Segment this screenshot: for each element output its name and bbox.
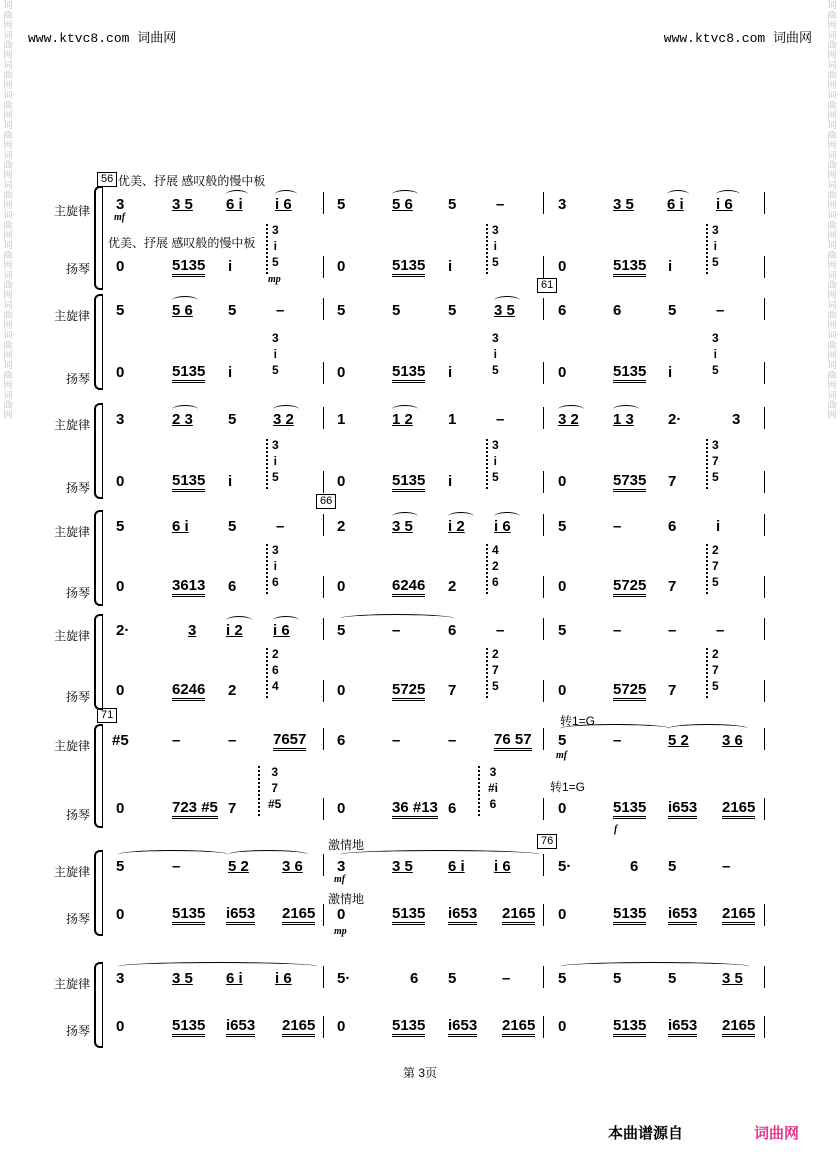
barline: [323, 966, 324, 988]
rest-dash: –: [496, 622, 505, 639]
part-label-yangqin: 扬琴: [66, 262, 91, 276]
note-group: 5135: [172, 1018, 205, 1037]
note: 5: [116, 518, 125, 535]
note: i: [448, 473, 453, 490]
note: 3: [188, 622, 197, 639]
barline: [323, 514, 324, 536]
note: 5: [558, 970, 567, 987]
expression-text: 激情地: [328, 838, 365, 852]
note: 6: [613, 302, 622, 319]
expression-text-yangqin: 激情地: [328, 892, 365, 906]
note: #5: [112, 732, 129, 749]
barline: [323, 471, 324, 493]
note: 6: [630, 858, 639, 875]
note-group: 5135: [392, 906, 425, 925]
part-label-melody: 主旋律: [54, 977, 91, 991]
note: 0: [337, 258, 346, 275]
rest-dash: –: [276, 302, 285, 319]
note: i: [448, 258, 453, 275]
note-group: 2165: [502, 1018, 535, 1037]
note: 3 5: [392, 858, 413, 875]
barline: [543, 362, 544, 384]
note: i 6: [275, 196, 292, 213]
part-label-yangqin: 扬琴: [66, 690, 91, 704]
barline: [323, 298, 324, 320]
barline: [323, 576, 324, 598]
note: 7: [668, 578, 677, 595]
part-label-melody: 主旋律: [54, 309, 91, 323]
note-group: 2165: [282, 1018, 315, 1037]
note: 7: [228, 800, 237, 817]
part-label-yangqin: 扬琴: [66, 808, 91, 822]
note: 6: [410, 970, 419, 987]
barline: [764, 728, 765, 750]
note: 5·: [558, 858, 572, 875]
barline: [543, 576, 544, 598]
side-watermark-left: 词曲网词曲网词曲网词曲网词曲网词曲网词曲网词曲网词曲网词曲网词曲网词曲网词曲网词曲网: [3, 0, 13, 420]
note: 3 5: [494, 302, 515, 319]
note: i: [716, 518, 721, 535]
chord: 3 i 5: [492, 331, 499, 377]
note: 3: [116, 411, 125, 428]
rest-dash: –: [668, 622, 677, 639]
note: 0: [337, 364, 346, 381]
note: i 6: [273, 622, 290, 639]
barline: [764, 192, 765, 214]
rehearsal-mark-56: 56: [97, 172, 117, 187]
note: 0: [337, 1018, 346, 1035]
part-label-yangqin: 扬琴: [66, 481, 91, 495]
note-group: 3613: [172, 578, 205, 597]
note: 5: [668, 970, 677, 987]
note-group: 5135: [172, 258, 205, 277]
note: 0: [558, 258, 567, 275]
arpeggio: [478, 766, 486, 816]
dynamic-mf: mf: [114, 212, 126, 223]
part-label-yangqin: 扬琴: [66, 1024, 91, 1038]
barline: [764, 966, 765, 988]
header-left[interactable]: www.ktvc8.com 词曲网: [28, 31, 177, 46]
note: i: [228, 364, 233, 381]
rehearsal-mark-76: 76: [537, 834, 557, 849]
note-group: 6246: [172, 682, 205, 701]
chord: 3 i 6: [272, 543, 279, 589]
note: 5: [337, 622, 346, 639]
chord: 3 i 5: [272, 331, 279, 377]
note: 5: [448, 302, 457, 319]
note: i 6: [494, 858, 511, 875]
note-group: i653: [448, 906, 477, 925]
barline: [764, 680, 765, 702]
barline: [323, 256, 324, 278]
barline: [323, 1016, 324, 1038]
note: 1: [337, 411, 346, 428]
note: 5: [392, 302, 401, 319]
rest-dash: –: [716, 622, 725, 639]
note-group: i653: [226, 906, 255, 925]
dynamic-mp: mp: [334, 926, 347, 937]
barline: [764, 904, 765, 926]
system-line: [102, 614, 103, 710]
note: 1 3: [613, 411, 634, 428]
rest-dash: –: [496, 196, 505, 213]
note: 3: [116, 196, 125, 213]
note: 2: [337, 518, 346, 535]
system-line: [102, 510, 103, 606]
barline: [323, 680, 324, 702]
system-brace: [94, 510, 102, 606]
arpeggio: [258, 766, 266, 816]
note-group: 5135: [613, 258, 646, 277]
note: 5: [668, 858, 677, 875]
note: 5: [558, 518, 567, 535]
note: 5·: [337, 970, 351, 987]
rest-dash: –: [722, 858, 731, 875]
note-group: 5135: [613, 1018, 646, 1037]
part-label-melody: 主旋律: [54, 865, 91, 879]
note: 6: [228, 578, 237, 595]
note: i 6: [275, 970, 292, 987]
note-group: 5135: [392, 1018, 425, 1037]
note-group: i653: [668, 800, 697, 819]
note: 3: [337, 858, 346, 875]
rest-dash: –: [613, 732, 622, 749]
note: 2·: [668, 411, 682, 428]
note: i: [668, 364, 673, 381]
part-label-yangqin: 扬琴: [66, 372, 91, 386]
rest-dash: –: [716, 302, 725, 319]
note: 3 5: [613, 196, 634, 213]
header-right[interactable]: www.ktvc8.com 词曲网: [663, 31, 812, 46]
side-watermark-right: 词曲网词曲网词曲网词曲网词曲网词曲网词曲网词曲网词曲网词曲网词曲网词曲网词曲网词曲网: [827, 0, 837, 420]
barline: [543, 798, 544, 820]
system-brace: [94, 403, 102, 499]
note: 5 6: [172, 302, 193, 319]
note: 6 i: [226, 196, 243, 213]
note: 3: [116, 970, 125, 987]
note: 3 6: [282, 858, 303, 875]
note: 0: [116, 578, 125, 595]
rest-dash: –: [613, 622, 622, 639]
dynamic-f: f: [614, 824, 618, 835]
note: 6: [448, 800, 457, 817]
system-line: [102, 962, 103, 1048]
barline: [764, 576, 765, 598]
note: i: [668, 258, 673, 275]
system-brace: [94, 294, 102, 390]
note: 1 2: [392, 411, 413, 428]
note-group: 2165: [722, 906, 755, 925]
note: 0: [558, 578, 567, 595]
barline: [543, 966, 544, 988]
rest-dash: –: [172, 858, 181, 875]
note-group: 5135: [613, 364, 646, 383]
note: 3 5: [172, 196, 193, 213]
note: 7: [668, 473, 677, 490]
note: 5 2: [668, 732, 689, 749]
barline: [543, 514, 544, 536]
note: 0: [558, 364, 567, 381]
barline: [764, 514, 765, 536]
note-group: i653: [668, 1018, 697, 1037]
note: 0: [116, 682, 125, 699]
note: 7: [668, 682, 677, 699]
note: 0: [337, 682, 346, 699]
chord: 3 i 5: [272, 438, 279, 484]
chord: 3 i 5: [492, 223, 499, 269]
chord: 3 #i 6: [488, 765, 499, 811]
note: 0: [116, 906, 125, 923]
note: 6: [337, 732, 346, 749]
system-line: [102, 724, 103, 828]
note: 3 5: [392, 518, 413, 535]
barline: [323, 362, 324, 384]
barline: [764, 298, 765, 320]
dynamic-mp: mp: [268, 274, 281, 285]
part-label-yangqin: 扬琴: [66, 912, 91, 926]
note: 5 6: [392, 196, 413, 213]
dynamic-mf: mf: [334, 874, 346, 885]
page-number: 第 3页: [402, 1066, 437, 1080]
note: 6 i: [226, 970, 243, 987]
chord: 2 7 5: [492, 647, 499, 693]
rest-dash: –: [276, 518, 285, 535]
barline: [764, 407, 765, 429]
system-line: [102, 186, 103, 290]
barline: [543, 728, 544, 750]
barline: [764, 798, 765, 820]
note: 5: [228, 518, 237, 535]
note: 2: [448, 578, 457, 595]
chord: 3 7 #5: [268, 765, 282, 811]
system-brace: [94, 614, 102, 710]
note-group: 723 #5: [172, 800, 218, 819]
note-group: 2165: [722, 1018, 755, 1037]
note: 3 2: [273, 411, 294, 428]
barline: [543, 1016, 544, 1038]
note: 5: [228, 302, 237, 319]
note-group: 5135: [613, 800, 646, 819]
note: 5: [558, 622, 567, 639]
note: 6 i: [172, 518, 189, 535]
note: 0: [337, 578, 346, 595]
rest-dash: –: [228, 732, 237, 749]
rest-dash: –: [613, 518, 622, 535]
note: 5: [558, 732, 567, 749]
chord: 3 i 5: [712, 331, 719, 377]
note-group: i653: [226, 1018, 255, 1037]
barline: [543, 618, 544, 640]
note: i 6: [494, 518, 511, 535]
chord: 4 2 6: [492, 543, 499, 589]
note-group: 2165: [722, 800, 755, 819]
note: 5: [228, 411, 237, 428]
note: 7: [448, 682, 457, 699]
tempo-direction-yangqin: 优美、抒展 感叹般的慢中板: [108, 236, 256, 250]
barline: [543, 471, 544, 493]
barline: [764, 256, 765, 278]
barline: [323, 407, 324, 429]
note: 0: [337, 800, 346, 817]
note: 5: [337, 196, 346, 213]
note-group: 5135: [392, 364, 425, 383]
note-group: 5725: [613, 682, 646, 701]
note: 0: [116, 800, 125, 817]
note-group: 7657: [273, 732, 306, 751]
source-logo[interactable]: 词曲网: [754, 1125, 800, 1142]
note: i: [448, 364, 453, 381]
note-group: 2165: [282, 906, 315, 925]
note: 0: [337, 906, 346, 923]
rehearsal-mark-66: 66: [316, 494, 336, 509]
part-label-melody: 主旋律: [54, 204, 91, 218]
note: 6 i: [448, 858, 465, 875]
part-label-melody: 主旋律: [54, 739, 91, 753]
note: 0: [116, 364, 125, 381]
barline: [323, 904, 324, 926]
note: 5: [448, 196, 457, 213]
note: 0: [116, 258, 125, 275]
note: 3 5: [172, 970, 193, 987]
barline: [764, 362, 765, 384]
barline: [323, 728, 324, 750]
note-group: 5725: [392, 682, 425, 701]
note: 6: [448, 622, 457, 639]
barline: [323, 798, 324, 820]
chord: 2 7 5: [712, 543, 719, 589]
chord: 2 6 4: [272, 647, 279, 693]
barline: [323, 192, 324, 214]
note-group: i653: [668, 906, 697, 925]
note: i 2: [448, 518, 465, 535]
note: 0: [558, 682, 567, 699]
note: 0: [116, 473, 125, 490]
note: 5 2: [228, 858, 249, 875]
barline: [764, 1016, 765, 1038]
barline: [543, 904, 544, 926]
note-group: 5135: [172, 906, 205, 925]
barline: [543, 298, 544, 320]
chord: 3 i 5: [712, 223, 719, 269]
note: 2·: [116, 622, 130, 639]
note: i 2: [226, 622, 243, 639]
part-label-yangqin: 扬琴: [66, 586, 91, 600]
note-group: 5135: [613, 906, 646, 925]
note: i: [228, 258, 233, 275]
dynamic-mf: mf: [556, 750, 568, 761]
note: 1: [448, 411, 457, 428]
system-brace: [94, 186, 102, 290]
note: i: [228, 473, 233, 490]
barline: [323, 618, 324, 640]
note: 3: [558, 196, 567, 213]
barline: [543, 680, 544, 702]
note-group: 5135: [172, 364, 205, 383]
note: 5: [668, 302, 677, 319]
system-line: [102, 850, 103, 936]
barline: [764, 471, 765, 493]
note-group: 5135: [392, 473, 425, 492]
note: 3 5: [722, 970, 743, 987]
barline: [323, 854, 324, 876]
rest-dash: –: [448, 732, 457, 749]
note: i 6: [716, 196, 733, 213]
note: 3 6: [722, 732, 743, 749]
note-group: 5735: [613, 473, 646, 492]
note: 6: [558, 302, 567, 319]
note: 5: [116, 302, 125, 319]
note-group: 5135: [392, 258, 425, 277]
note-group: 36 #13: [392, 800, 438, 819]
rest-dash: –: [392, 732, 401, 749]
barline: [543, 854, 544, 876]
part-label-melody: 主旋律: [54, 525, 91, 539]
note: 0: [558, 906, 567, 923]
part-label-melody: 主旋律: [54, 629, 91, 643]
note-group: 5135: [172, 473, 205, 492]
rest-dash: –: [502, 970, 511, 987]
barline: [764, 618, 765, 640]
key-change-yangqin: 转1=G: [550, 780, 586, 794]
chord: 2 7 5: [712, 647, 719, 693]
note: 2: [228, 682, 237, 699]
system-brace: [94, 724, 102, 828]
rest-dash: –: [392, 622, 401, 639]
note-group: 2165: [502, 906, 535, 925]
note: 0: [558, 1018, 567, 1035]
note: 6 i: [667, 196, 684, 213]
system-line: [102, 403, 103, 499]
source-label: 本曲谱源自: [608, 1125, 684, 1142]
note-group: 5725: [613, 578, 646, 597]
rest-dash: –: [172, 732, 181, 749]
note: 0: [558, 473, 567, 490]
system-brace: [94, 962, 102, 1048]
rehearsal-mark-71: 71: [97, 708, 117, 723]
chord: 3 7 5: [712, 438, 719, 484]
barline: [543, 192, 544, 214]
note: 5: [613, 970, 622, 987]
system-line: [102, 294, 103, 390]
note: 0: [337, 473, 346, 490]
note-group: i653: [448, 1018, 477, 1037]
note: 3 2: [558, 411, 579, 428]
rehearsal-mark-61: 61: [537, 278, 557, 293]
note: 3: [732, 411, 741, 428]
chord: 3 i 5: [492, 438, 499, 484]
note-group: 6246: [392, 578, 425, 597]
note: 5: [337, 302, 346, 319]
rest-dash: –: [496, 411, 505, 428]
note: 5: [448, 970, 457, 987]
note: 5: [116, 858, 125, 875]
tempo-direction: 优美、抒展 感叹般的慢中板: [118, 174, 266, 188]
barline: [543, 256, 544, 278]
note: 2 3: [172, 411, 193, 428]
key-change: 转1=G: [560, 714, 596, 728]
part-label-melody: 主旋律: [54, 418, 91, 432]
note: 0: [558, 800, 567, 817]
note: 6: [668, 518, 677, 535]
barline: [543, 407, 544, 429]
chord: 3 i 5: [272, 223, 279, 269]
note-group: 76 57: [494, 732, 532, 751]
note: 0: [116, 1018, 125, 1035]
system-brace: [94, 850, 102, 936]
